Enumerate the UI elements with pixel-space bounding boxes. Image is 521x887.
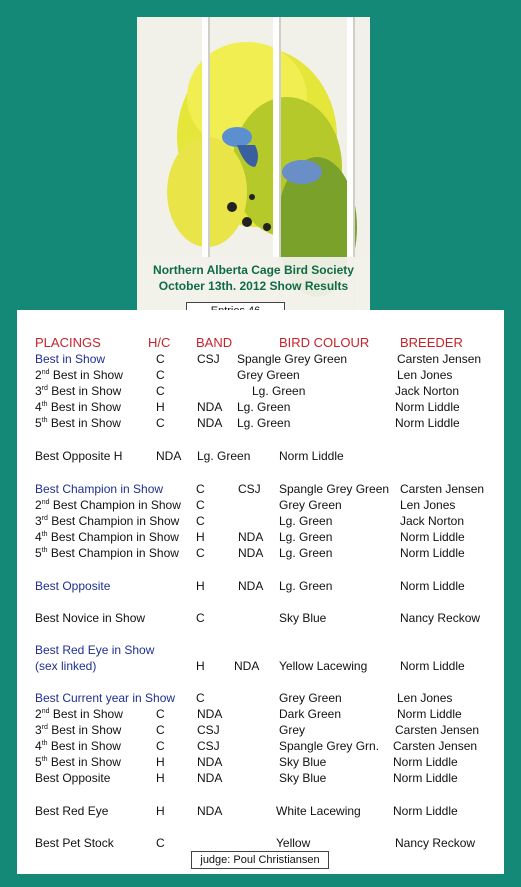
breeder-cell: Norm Liddle xyxy=(400,579,465,593)
placing-number: 2 xyxy=(35,498,42,512)
hc-cell: C xyxy=(196,546,205,560)
hc-cell: H xyxy=(156,755,165,769)
placing-cell xyxy=(35,755,121,769)
placing-ordinal: th xyxy=(41,531,48,538)
band-cell: NDA xyxy=(238,530,264,544)
hc-cell: H xyxy=(196,579,205,593)
colour-cell: Spangle Grey Green xyxy=(237,352,348,366)
hc-cell: H xyxy=(156,400,165,414)
colour-cell: Grey Green xyxy=(279,691,342,705)
breeder-cell: Jack Norton xyxy=(395,384,460,398)
band-cell: NDA xyxy=(197,771,223,785)
hc-cell: C xyxy=(156,384,165,398)
band-cell: NDA xyxy=(197,707,223,721)
hc-cell: C xyxy=(196,691,205,705)
placing-title: Best Champion in Show xyxy=(47,530,179,544)
results-card xyxy=(17,310,504,874)
breeder-cell: Carsten Jensen xyxy=(400,482,485,496)
placing-cell: Best in Show xyxy=(35,352,106,366)
placing-cell: Best Novice in Show xyxy=(35,611,146,625)
colour-cell: Spangle Grey Green xyxy=(279,482,390,496)
hc-cell: H xyxy=(196,530,205,544)
placing-ordinal: th xyxy=(41,401,48,408)
breeder-cell: Norm Liddle xyxy=(400,659,465,673)
breeder-cell: Norm Liddle xyxy=(395,416,460,430)
colour-cell: Lg. Green xyxy=(197,449,251,463)
colour-cell: Sky Blue xyxy=(279,771,327,785)
placing-title: Best in Show xyxy=(47,400,121,414)
band-cell: NDA xyxy=(197,400,223,414)
breeder-cell: Norm Liddle xyxy=(279,449,344,463)
band-cell: NDA xyxy=(238,579,264,593)
breeder-cell: Len Jones xyxy=(397,368,453,382)
header-breeder: BREEDER xyxy=(400,335,463,350)
band-cell: CSJ xyxy=(197,723,220,737)
band-cell: NDA xyxy=(156,449,182,463)
breeder-cell: Nancy Reckow xyxy=(400,611,481,625)
photo-caption xyxy=(137,262,370,294)
breeder-cell: Norm Liddle xyxy=(393,755,458,769)
placing-number: 2 xyxy=(35,707,42,721)
header-band: BAND xyxy=(196,335,233,350)
colour-cell: Grey xyxy=(279,723,306,737)
colour-cell: Yellow Lacewing xyxy=(279,659,368,673)
placing-cell xyxy=(35,384,121,398)
breeder-cell: Carsten Jensen xyxy=(393,739,478,753)
colour-cell: Sky Blue xyxy=(279,755,327,769)
hc-cell: C xyxy=(196,514,205,528)
hc-cell: C xyxy=(196,482,205,496)
breeder-cell: Norm Liddle xyxy=(393,804,458,818)
placing-number: 4 xyxy=(35,530,42,544)
band-cell: NDA xyxy=(197,755,223,769)
colour-cell: Spangle Grey Grn. xyxy=(279,739,380,753)
placing-ordinal: rd xyxy=(41,515,48,522)
placing-number: 5 xyxy=(35,546,42,560)
placing-ordinal: nd xyxy=(41,499,50,506)
hc-cell: C xyxy=(196,611,205,625)
budgie-photo xyxy=(137,17,370,322)
band-cell: CSJ xyxy=(197,352,220,366)
hc-cell: C xyxy=(196,498,205,512)
placing-title: Best Champion in Show xyxy=(47,514,180,528)
placing-title: Best Champion in Show xyxy=(49,498,181,512)
judge-label: judge: Poul Christiansen xyxy=(191,851,329,869)
placing-ordinal: th xyxy=(41,417,48,424)
colour-cell: Sky Blue xyxy=(279,611,327,625)
hc-cell: H xyxy=(196,659,205,673)
colour-cell: Yellow xyxy=(276,836,311,850)
society-name: Northern Alberta Cage Bird Society xyxy=(153,263,354,277)
hc-cell: C xyxy=(156,836,165,850)
placing-cell xyxy=(35,400,121,414)
hc-cell: C xyxy=(156,416,165,430)
colour-cell: Lg. Green xyxy=(237,400,291,414)
placing-cell xyxy=(35,368,123,382)
breeder-cell: Len Jones xyxy=(397,691,453,705)
placing-title: Best Champion in Show xyxy=(47,546,179,560)
placing-ordinal: th xyxy=(41,756,48,763)
placing-cell: Best Red Eye xyxy=(35,804,109,818)
placing-cell xyxy=(35,739,121,753)
placing-number: 3 xyxy=(35,514,42,528)
breeder-cell: Len Jones xyxy=(400,498,456,512)
header-colour: BIRD COLOUR xyxy=(279,335,370,350)
placing-cell: Best Opposite H xyxy=(35,449,123,463)
colour-cell: Lg. Green xyxy=(279,579,333,593)
placing-number: 4 xyxy=(35,400,42,414)
placing-number: 3 xyxy=(35,723,42,737)
band-cell: CSJ xyxy=(197,739,220,753)
breeder-cell: Nancy Reckow xyxy=(395,836,476,850)
placing-title: Best in Show xyxy=(47,723,122,737)
placing-title: Best in Show xyxy=(47,755,121,769)
placing-cell: Best Current year in Show xyxy=(35,691,176,705)
hc-cell: C xyxy=(156,707,165,721)
placing-cell: Best Opposite xyxy=(35,579,111,593)
breeder-cell: Jack Norton xyxy=(400,514,465,528)
band-cell: NDA xyxy=(234,659,260,673)
placing-cell xyxy=(35,530,179,544)
placing-cell xyxy=(35,546,179,560)
placing-cell xyxy=(35,498,181,512)
breeder-cell: Norm Liddle xyxy=(400,530,465,544)
band-cell: NDA xyxy=(197,416,223,430)
hc-cell: H xyxy=(156,804,165,818)
header-placings: PLACINGS xyxy=(35,335,101,350)
header-hc: H/C xyxy=(148,335,171,350)
colour-cell: Lg. Green xyxy=(252,384,306,398)
hc-cell: C xyxy=(156,739,165,753)
placing-title: Best in Show xyxy=(47,416,121,430)
colour-cell: White Lacewing xyxy=(276,804,361,818)
breeder-cell: Norm Liddle xyxy=(400,546,465,560)
hc-cell: C xyxy=(156,368,165,382)
placing-ordinal: th xyxy=(41,547,48,554)
placing-cell xyxy=(35,723,121,737)
band-cell: NDA xyxy=(197,804,223,818)
placing-cell xyxy=(35,416,121,430)
colour-cell: Lg. Green xyxy=(279,546,333,560)
placing-ordinal: th xyxy=(41,740,48,747)
placing-title: Best in Show xyxy=(49,707,123,721)
placing-ordinal: rd xyxy=(41,385,48,392)
hc-cell: H xyxy=(156,771,165,785)
show-date: October 13th. 2012 Show Results xyxy=(158,279,349,293)
placing-title: Best in Show xyxy=(47,384,122,398)
placing-number: 5 xyxy=(35,755,42,769)
colour-cell: Dark Green xyxy=(279,707,342,721)
placing-cell: Best Champion in Show xyxy=(35,482,164,496)
placing-title: Best in Show xyxy=(49,368,123,382)
placing-cell xyxy=(35,514,179,528)
placing-title: Best in Show xyxy=(47,739,121,753)
placing-cell: (sex linked) xyxy=(35,659,97,673)
band-cell: NDA xyxy=(238,546,264,560)
placing-cell xyxy=(35,707,123,721)
breeder-cell: Carsten Jensen xyxy=(395,723,480,737)
placing-cell: Best Pet Stock xyxy=(35,836,114,850)
band-cell: CSJ xyxy=(238,482,261,496)
breeder-cell: Norm Liddle xyxy=(397,707,462,721)
placing-cell: Best Red Eye in Show xyxy=(35,643,155,657)
colour-cell: Lg. Green xyxy=(237,416,291,430)
hc-cell: C xyxy=(156,723,165,737)
colour-cell: Grey Green xyxy=(279,498,342,512)
placing-number: 3 xyxy=(35,384,42,398)
breeder-cell: Carsten Jensen xyxy=(397,352,482,366)
hc-cell: C xyxy=(156,352,165,366)
placing-number: 4 xyxy=(35,739,42,753)
colour-cell: Lg. Green xyxy=(279,530,333,544)
breeder-cell: Norm Liddle xyxy=(395,400,460,414)
placing-ordinal: nd xyxy=(41,708,50,715)
colour-cell: Lg. Green xyxy=(279,514,333,528)
placing-cell: Best Opposite xyxy=(35,771,111,785)
breeder-cell: Norm Liddle xyxy=(393,771,458,785)
placing-ordinal: rd xyxy=(41,724,48,731)
placing-ordinal: nd xyxy=(41,369,50,376)
placing-number: 2 xyxy=(35,368,42,382)
colour-cell: Grey Green xyxy=(237,368,300,382)
placing-number: 5 xyxy=(35,416,42,430)
